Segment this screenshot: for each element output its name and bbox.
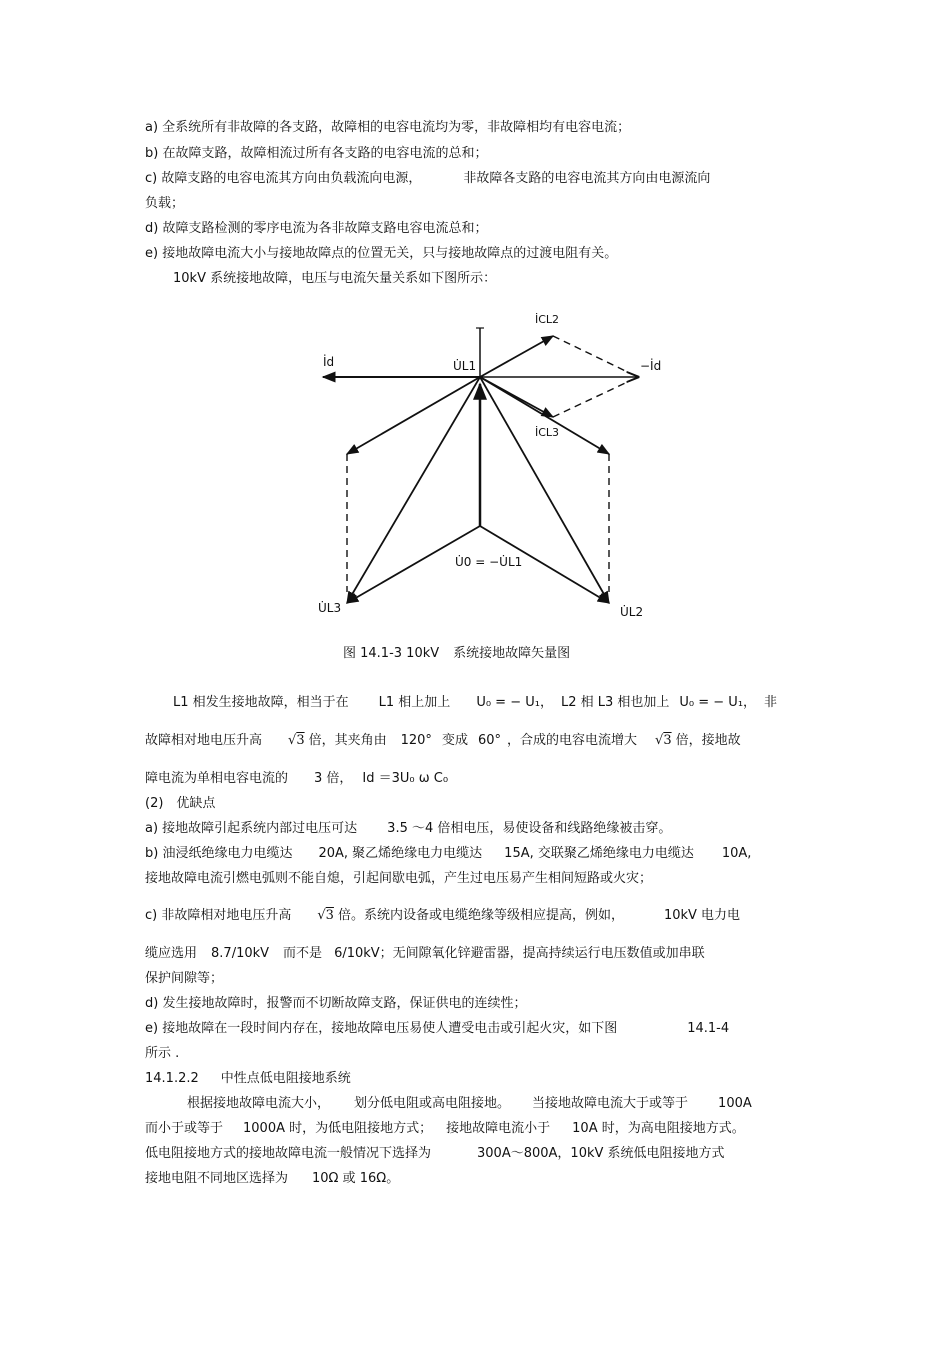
section-number: 14.1.2.2 [145, 1071, 199, 1086]
para1-text: 故障相对地电压升高 [145, 733, 263, 748]
item-c-part1: c) 故障支路的电容电流其方向由负载流向电源， [145, 171, 422, 186]
para1-text: L1 相上加上 [378, 695, 451, 710]
para1-text: ，合成的电容电流增大 [507, 733, 638, 748]
item-c-part2: 非故障各支路的电容电流其方向由电源流向 [463, 171, 711, 186]
label-neg-id: −İd [640, 359, 662, 373]
section-para-line1 [187, 1095, 752, 1113]
sqrt3-value: 3 [325, 908, 334, 923]
section-text: 而小于或等于 [145, 1121, 224, 1136]
para1-line2 [145, 732, 741, 750]
pros-e-cont: 所示 . [145, 1046, 180, 1061]
caption-number: 图 14.1-3 10kV [343, 646, 440, 661]
para1-text: 非 [764, 695, 778, 710]
sqrt3-symbol: √3 [317, 908, 334, 923]
dashed-construction [347, 336, 638, 592]
pros-text: 10A, [721, 846, 752, 861]
pros-e [145, 1020, 729, 1038]
section-text: 根据接地故障电流大小， [187, 1096, 331, 1111]
pros-b [145, 845, 751, 863]
para1-text: 倍，接地故 [675, 733, 741, 748]
angle-120: 120° [400, 733, 432, 748]
vector-ul3 [347, 377, 480, 603]
section-para-line3 [145, 1145, 725, 1163]
para1-text: 3 倍， [314, 771, 353, 786]
figure-intro: 10kV 系统接地故障，电压与电流矢量关系如下图所示： [173, 271, 497, 286]
section-para-line4 [145, 1170, 399, 1188]
para1-text: L2 相 L3 相也加上 [560, 695, 670, 710]
pros-text: 倍。系统内设备或电缆绝缘等级相应提高，例如， [337, 908, 624, 923]
pros-text: e) 接地故障在一段时间内存在，接地故障电压易使人遭受电击或引起火灾，如下图 [145, 1021, 618, 1036]
pros-text: 6/10kV；无间隙氧化锌避雷器，提高持续运行电压数值或加串联 [334, 946, 705, 961]
caption-text: 系统接地故障矢量图 [453, 646, 571, 661]
vector-right-down [480, 377, 609, 454]
label-ul2: U̇L2 [620, 605, 644, 619]
pros-text: 20A, 聚乙烯绝缘电力电缆达 [318, 846, 483, 861]
label-ul3: U̇L3 [318, 601, 342, 615]
section-text: 当接地故障电流大于或等于 [532, 1096, 689, 1111]
section-heading [145, 1070, 351, 1088]
item-c [145, 170, 710, 188]
pros-c-cont2: 保护间隙等； [145, 971, 224, 986]
item-b: b) 在故障支路，故障相流过所有各支路的电容电流的总和； [145, 146, 488, 161]
pros-heading: (2) 优缺点 [145, 796, 216, 811]
vector-ul2 [480, 377, 609, 603]
section-text: 低电阻接地方式的接地故障电流一般情况下选择为 [145, 1146, 432, 1161]
pros-a [145, 820, 671, 838]
label-icl2: İCL2 [535, 313, 560, 326]
section-text: 接地故障电流小于 [446, 1121, 551, 1136]
vector-diagram [300, 300, 670, 630]
pros-b-cont: 接地故障电流引燃电弧则不能自熄，引起间歇电弧，产生过电压易产生相间短路或火灾； [145, 871, 653, 886]
para1-text: 障电流为单相电容电流的 [145, 771, 289, 786]
figure-caption [343, 645, 570, 663]
section-text: 100A [718, 1096, 752, 1111]
section-text: 10A 时，为高电阻接地方式。 [572, 1121, 745, 1136]
item-a: a) 全系统所有非故障的各支路，故障相的电容电流均为零，非故障相均有电容电流； [145, 120, 631, 135]
para1-line1 [173, 694, 777, 712]
para1-text: L1 相发生接地故障，相当于在 [173, 695, 349, 710]
angle-60: 60° [477, 733, 501, 748]
pros-text: c) 非故障相对地电压升高 [145, 908, 292, 923]
para1-line3 [145, 770, 448, 788]
label-id: İd [323, 355, 335, 369]
item-d: d) 故障支路检测的零序电流为各非故障支路电容电流总和； [145, 221, 488, 236]
pros-text: 而不是 [283, 946, 323, 961]
section-text: 300A～800A，10kV 系统低电阻接地方式 [477, 1146, 725, 1161]
label-u0: U̇0 = −U̇L1 [455, 555, 523, 569]
pros-text: 8.7/10kV [211, 946, 270, 961]
section-text: 10Ω 或 16Ω。 [312, 1171, 400, 1186]
para1-text: 变成 [441, 733, 468, 748]
sqrt3-value: 3 [663, 733, 672, 748]
pros-text: 缆应选用 [145, 946, 198, 961]
pros-text: 15A, 交联聚乙烯绝缘电力电缆达 [504, 846, 694, 861]
figure-ref: 14.1-4 [687, 1021, 730, 1036]
label-icl3: İCL3 [535, 426, 560, 439]
para1-formula: Id ＝3U₀ ω C₀ [362, 771, 449, 786]
para1-formula: U₀ = − U₁， [679, 695, 757, 710]
para1-text: 倍，其夹角由 [308, 733, 387, 748]
section-text: 划分低电阻或高电阻接地。 [354, 1096, 511, 1111]
item-c-cont: 负载； [145, 196, 185, 211]
label-ul1: U̇L1 [453, 359, 477, 373]
sqrt3-value: 3 [296, 733, 305, 748]
vector-left-up [347, 377, 480, 454]
pros-text: a) 接地故障引起系统内部过电压可达 [145, 821, 358, 836]
pros-text: b) 油浸纸绝缘电力电缆达 [145, 846, 293, 861]
pros-c [145, 907, 740, 925]
pros-d: d) 发生接地故障时，报警而不切断故障支路，保证供电的连续性； [145, 996, 527, 1011]
section-para-line2 [145, 1120, 745, 1138]
para1-formula: U₀ = − U₁， [476, 695, 553, 710]
sqrt3-symbol: √3 [655, 733, 672, 748]
section-text: 接地电阻不同地区选择为 [145, 1171, 289, 1186]
section-text: 1000A 时，为低电阻接地方式； [243, 1121, 433, 1136]
sqrt3-symbol: √3 [288, 733, 305, 748]
pros-c-cont1 [145, 945, 705, 963]
pros-text: 10kV 电力电 [663, 908, 741, 923]
pros-text: 3.5 ～4 倍相电压，易使设备和线路绝缘被击穿。 [387, 821, 672, 836]
section-title: 中性点低电阻接地系统 [220, 1071, 351, 1086]
item-e: e) 接地故障电流大小与接地故障点的位置无关，只与接地故障点的过渡电阻有关。 [145, 246, 618, 261]
vector-icl2 [480, 336, 553, 377]
